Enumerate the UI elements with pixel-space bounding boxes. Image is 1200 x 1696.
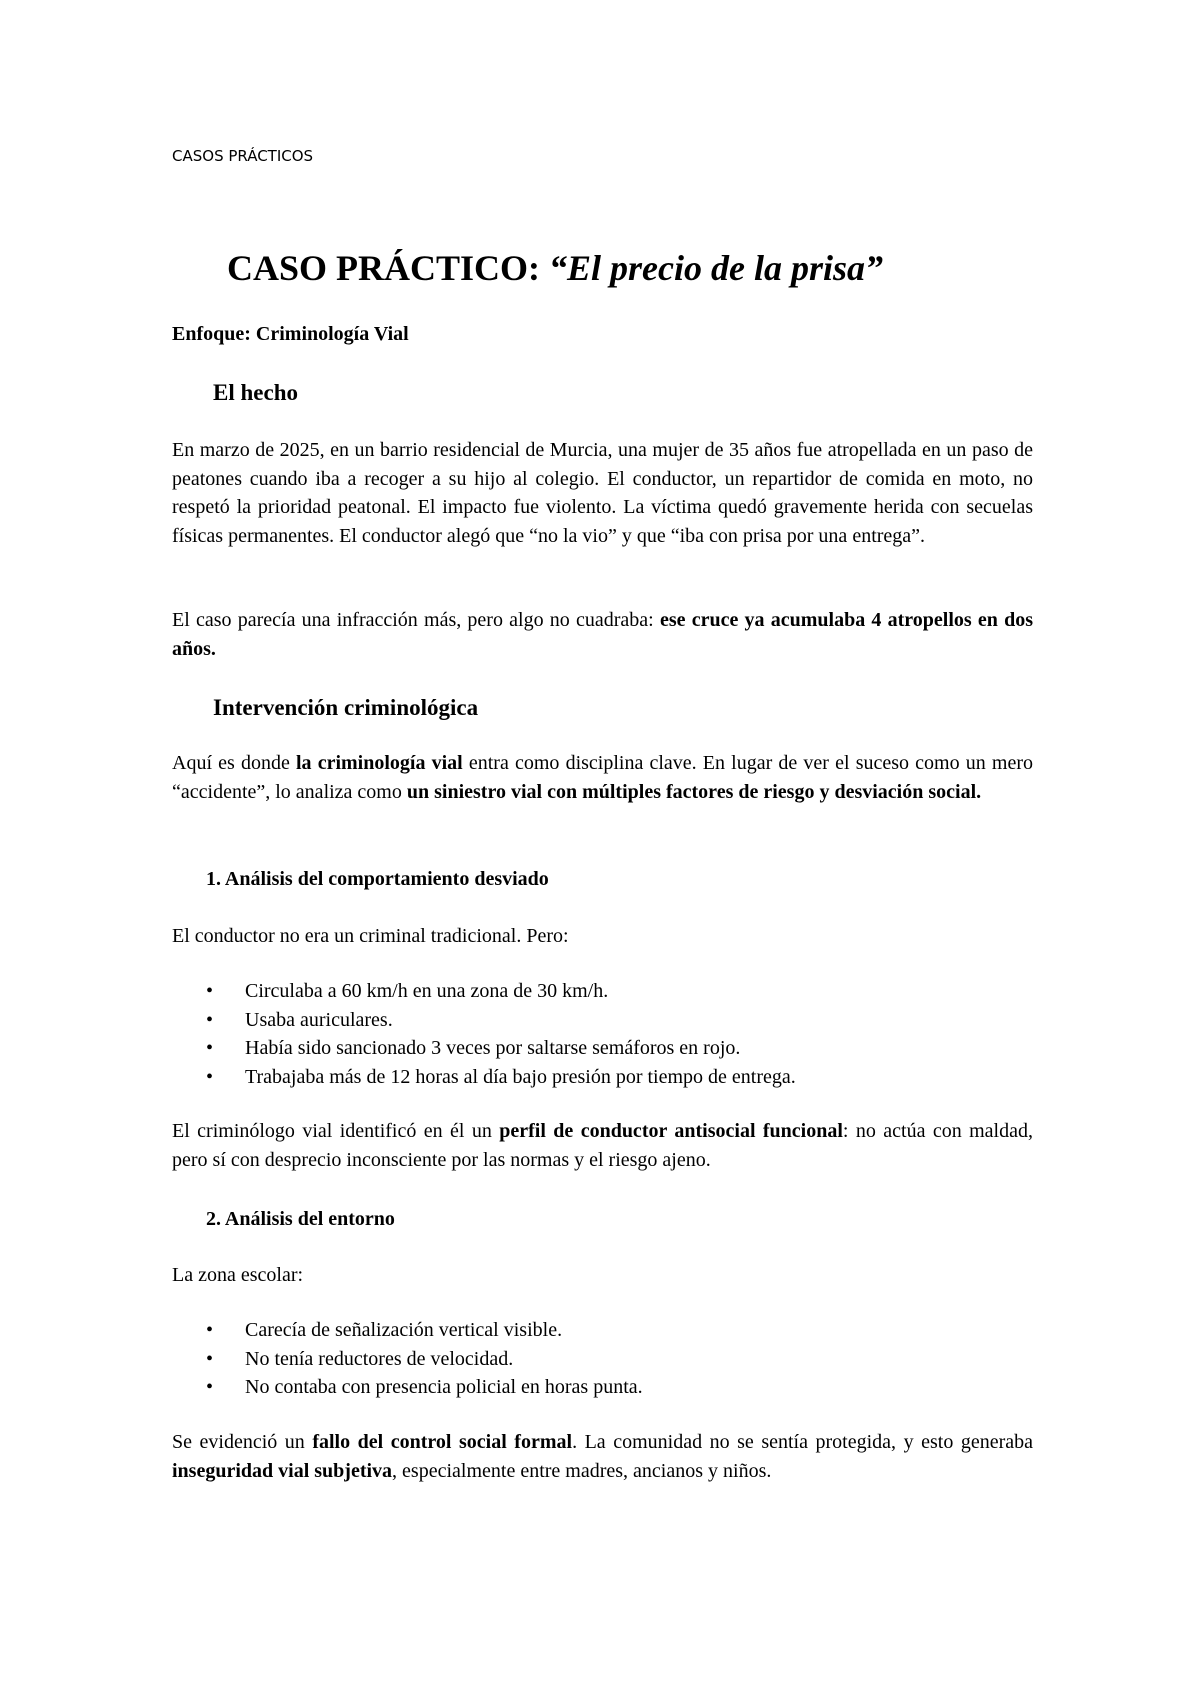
subheading-analisis-comportamiento: 1. Análisis del comportamiento desviado xyxy=(206,868,549,890)
list-item-text: No tenía reductores de velocidad. xyxy=(245,1347,514,1370)
intervencion-emphasis-2: un siniestro vial con múltiples factores de riesgo y desviación social. xyxy=(406,780,982,803)
analisis-1-conclusion xyxy=(172,1117,1033,1174)
intervencion-text-1: Aquí es donde xyxy=(172,752,296,774)
conclusion-2-text-1: Se evidenció un xyxy=(172,1431,313,1453)
list-item-text: Trabajaba más de 12 horas al día bajo presión por tiempo de entrega. xyxy=(245,1065,796,1088)
title-prefix: CASO PRÁCTICO: xyxy=(227,248,550,288)
list-item-text: Circulaba a 60 km/h en una zona de 30 km/h. xyxy=(245,980,609,1002)
paragraph-cruce-emphasis: ese cruce ya acumulaba 4 atropellos en dos años. xyxy=(172,609,1034,660)
paragraph-intervencion xyxy=(172,749,1033,806)
page-title xyxy=(227,246,1127,290)
list-item-text: Carecía de señalización vertical visible. xyxy=(245,1319,563,1341)
list-item xyxy=(206,1316,1026,1345)
bullet-icon: • xyxy=(206,1037,214,1059)
bullet-icon: • xyxy=(206,1065,214,1088)
bullet-icon: • xyxy=(206,1376,214,1398)
bullet-list-comportamiento xyxy=(206,977,1026,1091)
conclusion-2-emphasis-1: fallo del control social formal xyxy=(312,1431,573,1453)
list-item-text: No contaba con presencia policial en horas punta. xyxy=(245,1376,643,1398)
intervencion-emphasis-1: la criminología vial xyxy=(295,752,463,774)
bullet-icon: • xyxy=(206,980,214,1002)
intervencion-text-2: entra como disciplina clave. En lugar de ver el suceso como un mero “accidente”, lo analiza como xyxy=(172,752,1033,803)
paragraph-cruce xyxy=(172,606,1033,663)
paragraph-cruce-text: El caso parecía una infracción más, pero algo no cuadraba: xyxy=(172,609,660,631)
analisis-2-intro: La zona escolar: xyxy=(172,1264,304,1286)
conclusion-1-text-2: : no actúa con maldad, pero sí con desprecio inconsciente por las normas y el riesgo ajeno. xyxy=(172,1120,1033,1171)
list-item xyxy=(206,1373,1026,1402)
section-heading-hecho: El hecho xyxy=(213,380,298,405)
list-item xyxy=(206,1345,1026,1374)
list-item xyxy=(206,977,1026,1006)
subheading-analisis-entorno: 2. Análisis del entorno xyxy=(206,1208,395,1230)
list-item-text: Había sido sancionado 3 veces por saltarse semáforos en rojo. xyxy=(245,1037,741,1059)
paragraph-hecho: En marzo de 2025, en un barrio residencial de Murcia, una mujer de 35 años fue atropellada en un paso de peatones cuando iba a recoger a su hijo al colegio. El conductor, un repartidor de comida en moto, no respetó la prioridad peatonal. El impacto fue violento. La víctima quedó gravemente herida con secuelas físicas permanentes. El conductor alegó que “no la vio” y que “iba con prisa por una entrega”. xyxy=(172,439,1033,547)
bullet-icon: • xyxy=(206,1008,214,1031)
bullet-icon: • xyxy=(206,1319,214,1341)
conclusion-2-text-2: . La comunidad no se sentía protegida, y esto generaba xyxy=(572,1431,1034,1453)
list-item xyxy=(206,1063,1026,1092)
conclusion-2-emphasis-2: inseguridad vial subjetiva xyxy=(172,1459,393,1482)
analisis-2-conclusion xyxy=(172,1428,1033,1485)
list-item-text: Usaba auriculares. xyxy=(245,1008,393,1031)
conclusion-2-text-3: , especialmente entre madres, ancianos y niños. xyxy=(392,1459,772,1482)
title-quote: “El precio de la prisa” xyxy=(549,248,883,288)
bullet-icon: • xyxy=(206,1347,214,1370)
list-item xyxy=(206,1034,1026,1063)
analisis-1-intro: El conductor no era un criminal tradicional. Pero: xyxy=(172,925,569,947)
conclusion-1-text-1: El criminólogo vial identificó en él un xyxy=(172,1120,500,1142)
page-header: CASOS PRÁCTICOS xyxy=(172,147,314,165)
bullet-list-entorno xyxy=(206,1316,1026,1402)
section-heading-intervencion: Intervención criminológica xyxy=(213,695,479,720)
focus-line: Enfoque: Criminología Vial xyxy=(172,323,409,345)
list-item xyxy=(206,1006,1026,1035)
conclusion-1-emphasis: perfil de conductor antisocial funcional xyxy=(499,1120,843,1142)
